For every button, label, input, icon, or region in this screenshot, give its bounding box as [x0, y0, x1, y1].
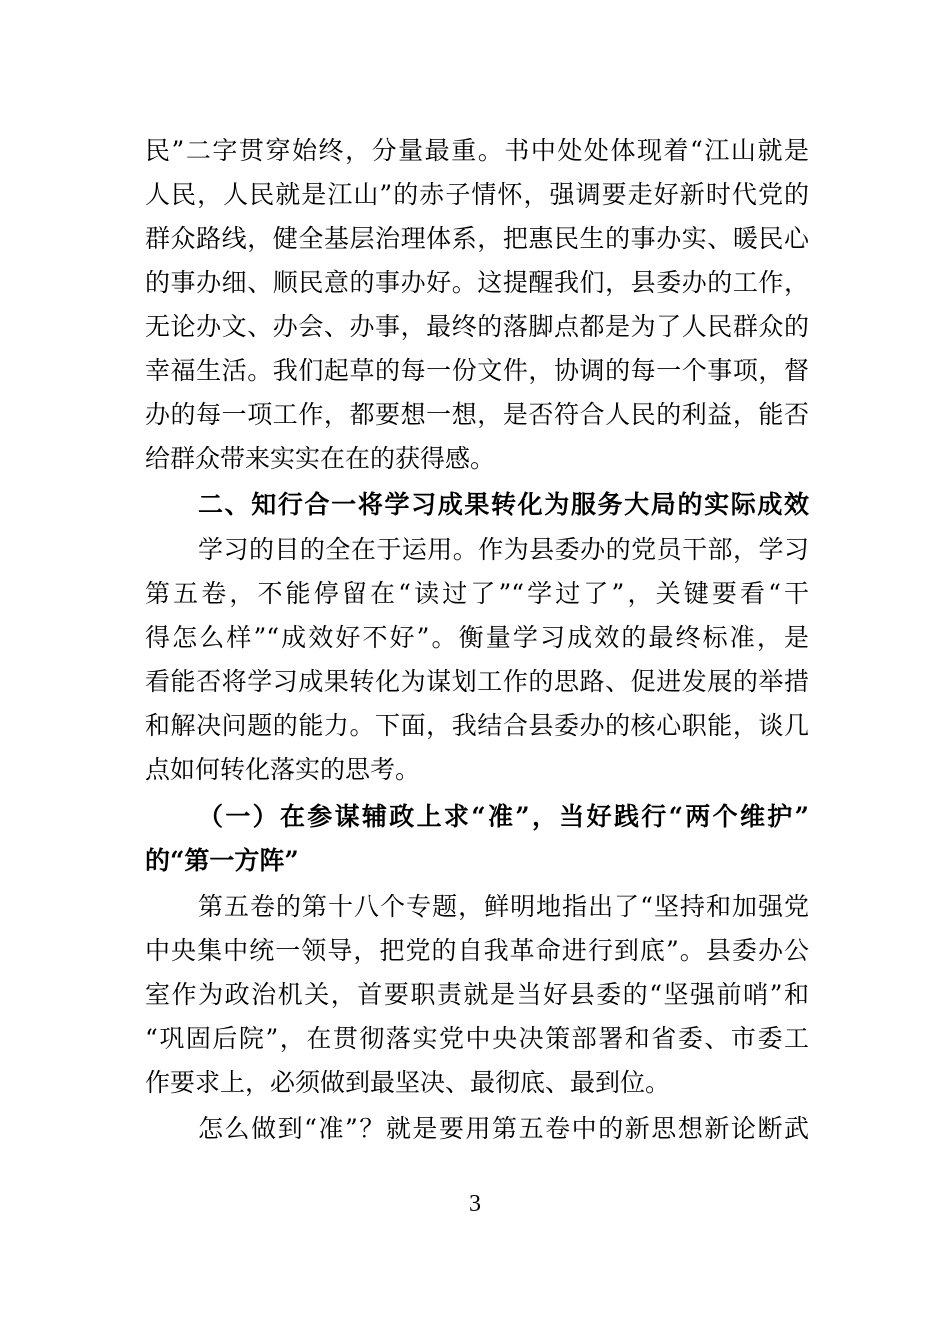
body-text-line: 和解决问题的能力。下面，我结合县委办的核心职能，谈几	[145, 711, 809, 740]
body-text-line: 室作为政治机关，首要职责就是当好县委的“坚强前哨”和	[145, 980, 809, 1009]
body-text-line: 第五卷，不能停留在“读过了”“学过了”，关键要看“干	[145, 579, 809, 608]
body-text-line: 点如何转化落实的思考。	[145, 755, 421, 784]
body-text-line: 群众路线，健全基层治理体系，把惠民生的事办实、暖民心	[145, 224, 809, 253]
subsection-heading: （一）在参谋辅政上求“准”，当好践行“两个维护”	[198, 802, 809, 831]
body-text-line: 办的每一项工作，都要想一想，是否符合人民的利益，能否	[145, 400, 809, 429]
body-text-line: 民”二字贯穿始终，分量最重。书中处处体现着“江山就是	[145, 136, 809, 165]
body-text-line: 中央集中统一领导，把党的自我革命进行到底”。县委办公	[145, 936, 809, 965]
body-text-line: 幸福生活。我们起草的每一份文件，协调的每一个事项，督	[145, 356, 809, 385]
body-text-line: 的事办细、顺民意的事办好。这提醒我们，县委办的工作，	[145, 268, 809, 297]
body-text-line: “巩固后院”，在贯彻落实党中央决策部署和省委、市委工	[145, 1024, 809, 1053]
page-number: 3	[469, 1191, 481, 1217]
body-text-line: 人民，人民就是江山”的赤子情怀，强调要走好新时代党的	[145, 180, 809, 209]
body-text-line: 第五卷的第十八个专题，鲜明地指出了“坚持和加强党	[198, 892, 809, 921]
body-text-line: 给群众带来实实在在的获得感。	[145, 444, 496, 473]
subsection-heading: 的“第一方阵”	[145, 846, 299, 875]
body-text-line: 无论办文、办会、办事，最终的落脚点都是为了人民群众的	[145, 312, 809, 341]
body-text-line: 怎么做到“准”？就是要用第五卷中的新思想新论断武	[198, 1114, 809, 1143]
body-text-line: 看能否将学习成果转化为谋划工作的思路、促进发展的举措	[145, 667, 809, 696]
body-text-line: 作要求上，必须做到最坚决、最彻底、最到位。	[145, 1068, 671, 1097]
body-text-line: 得怎么样”“成效好不好”。衡量学习成效的最终标准，是	[145, 623, 809, 652]
body-text-line: 学习的目的全在于运用。作为县委办的党员干部，学习	[198, 535, 809, 564]
section-heading: 二、知行合一将学习成果转化为服务大局的实际成效	[198, 490, 809, 519]
